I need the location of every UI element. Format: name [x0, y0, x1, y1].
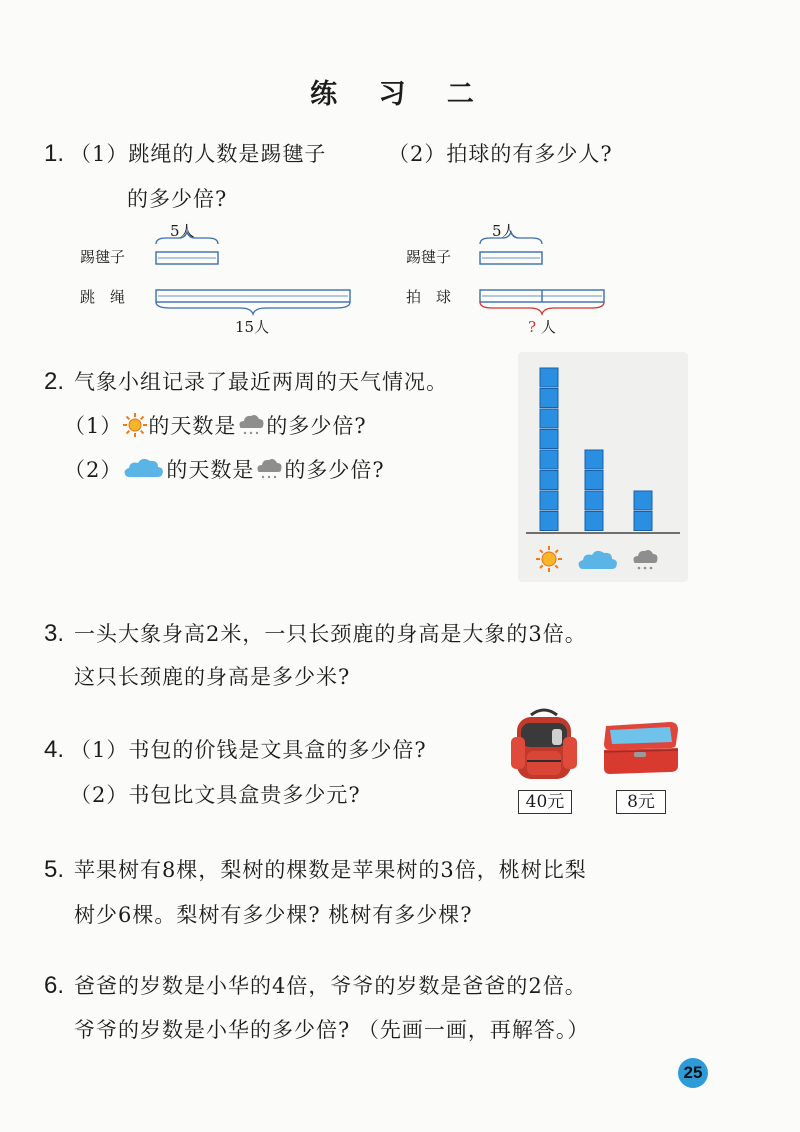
q4-part2-prefix: （2）	[70, 783, 129, 807]
diagram1-row2-label: 跳 绳	[80, 288, 126, 306]
bar-unit-square	[540, 430, 558, 449]
diagram1-row1-label: 踢毽子	[80, 248, 126, 266]
bar-unit-square	[540, 368, 558, 387]
q5-line2: 树少6棵。梨树有多少棵? 桃树有多少棵?	[74, 903, 473, 927]
q2-part1-mid: 的天数是	[148, 414, 237, 438]
diagram1-bars	[70, 220, 370, 340]
bar-unit-square	[634, 491, 652, 510]
diagram1-bottom-label: 15人	[235, 318, 270, 336]
cloud-icon	[579, 551, 617, 569]
diagram1-top-label: 5人	[170, 222, 195, 240]
backpack-image	[505, 705, 583, 783]
q2-part1	[64, 410, 367, 440]
q6-number: 6.	[44, 972, 65, 999]
rain-cloud-icon	[236, 412, 266, 438]
q4-number: 4.	[44, 736, 65, 763]
rain-cloud-icon	[634, 550, 658, 569]
q1-part2-prefix: （2）	[388, 142, 447, 166]
q4-part1	[70, 734, 427, 764]
bar-cloudy	[585, 450, 603, 531]
sun-icon	[122, 412, 148, 438]
q2-part1-prefix: （1）	[64, 414, 123, 438]
q5-line1: 苹果树有8棵，梨树的棵数是苹果树的3倍，桃树比梨	[74, 858, 587, 882]
q4-part1-text: 书包的价钱是文具盒的多少倍?	[128, 738, 427, 762]
bar-unit-square	[540, 409, 558, 428]
q4-part2-text: 书包比文具盒贵多少元?	[128, 783, 361, 807]
bar-sun	[540, 368, 558, 531]
q1-number: 1.	[44, 140, 65, 167]
weather-chart	[518, 352, 688, 582]
q2-number: 2.	[44, 368, 65, 395]
q5-number: 5.	[44, 856, 65, 883]
q4-part2	[70, 779, 361, 809]
diagram2-bottom-label	[528, 316, 556, 337]
bar-unit-square	[540, 389, 558, 408]
weather-chart-panel	[518, 352, 688, 582]
q1-part1-text: 跳绳的人数是踢毽子	[128, 142, 327, 166]
q2-part1-end: 的多少倍?	[266, 414, 367, 438]
q1-diagram-1	[70, 220, 370, 340]
q3-number: 3.	[44, 620, 65, 647]
q4-part1-prefix: （1）	[70, 738, 129, 762]
diagram2-top-label: 5人	[492, 222, 517, 240]
diagram2-row2-label: 拍 球	[406, 288, 452, 306]
bar-rainy	[634, 491, 652, 531]
q1-diagram-2	[400, 220, 660, 340]
bar-unit-square	[585, 471, 603, 490]
page-title: 练 习 二	[310, 79, 490, 110]
bar-unit-square	[634, 512, 652, 531]
rain-cloud-icon	[254, 456, 284, 482]
q1-part2-text: 拍球的有多少人?	[446, 142, 613, 166]
q1-part1-prefix: （1）	[70, 142, 129, 166]
page-number: 25	[678, 1058, 708, 1088]
q2-text: 气象小组记录了最近两周的天气情况。	[74, 370, 448, 394]
q3-line2: 这只长颈鹿的身高是多少米?	[74, 665, 351, 689]
q2-part2-prefix: （2）	[64, 458, 123, 482]
backpack-price: 40元	[518, 790, 572, 814]
bar-unit-square	[585, 491, 603, 510]
q1-part2	[388, 138, 613, 168]
pencil-box-price: 8元	[616, 790, 666, 814]
q1-part1-line1	[70, 138, 326, 168]
diagram2-question-mark: ?	[528, 318, 537, 336]
diagram2-unit: 人	[540, 318, 556, 336]
cloud-icon	[122, 456, 166, 482]
q6-line1: 爸爸的岁数是小华的4倍，爷爷的岁数是爸爸的2倍。	[74, 974, 587, 998]
diagram2-row1-label: 踢毽子	[406, 248, 452, 266]
q2-part2-end: 的多少倍?	[284, 458, 385, 482]
q6-line2: 爷爷的岁数是小华的多少倍? （先画一画，再解答。）	[74, 1018, 590, 1042]
q3-line1: 一头大象身高2米，一只长颈鹿的身高是大象的3倍。	[74, 622, 587, 646]
bar-unit-square	[540, 491, 558, 510]
q1-part1-line2: 的多少倍?	[127, 187, 228, 211]
bar-unit-square	[540, 512, 558, 531]
pencil-box-image	[600, 718, 682, 778]
sun-icon	[536, 546, 562, 572]
bar-unit-square	[540, 450, 558, 469]
q2-part2	[64, 454, 385, 484]
bar-unit-square	[585, 512, 603, 531]
bar-unit-square	[585, 450, 603, 469]
bar-unit-square	[540, 471, 558, 490]
q2-part2-mid: 的天数是	[166, 458, 255, 482]
